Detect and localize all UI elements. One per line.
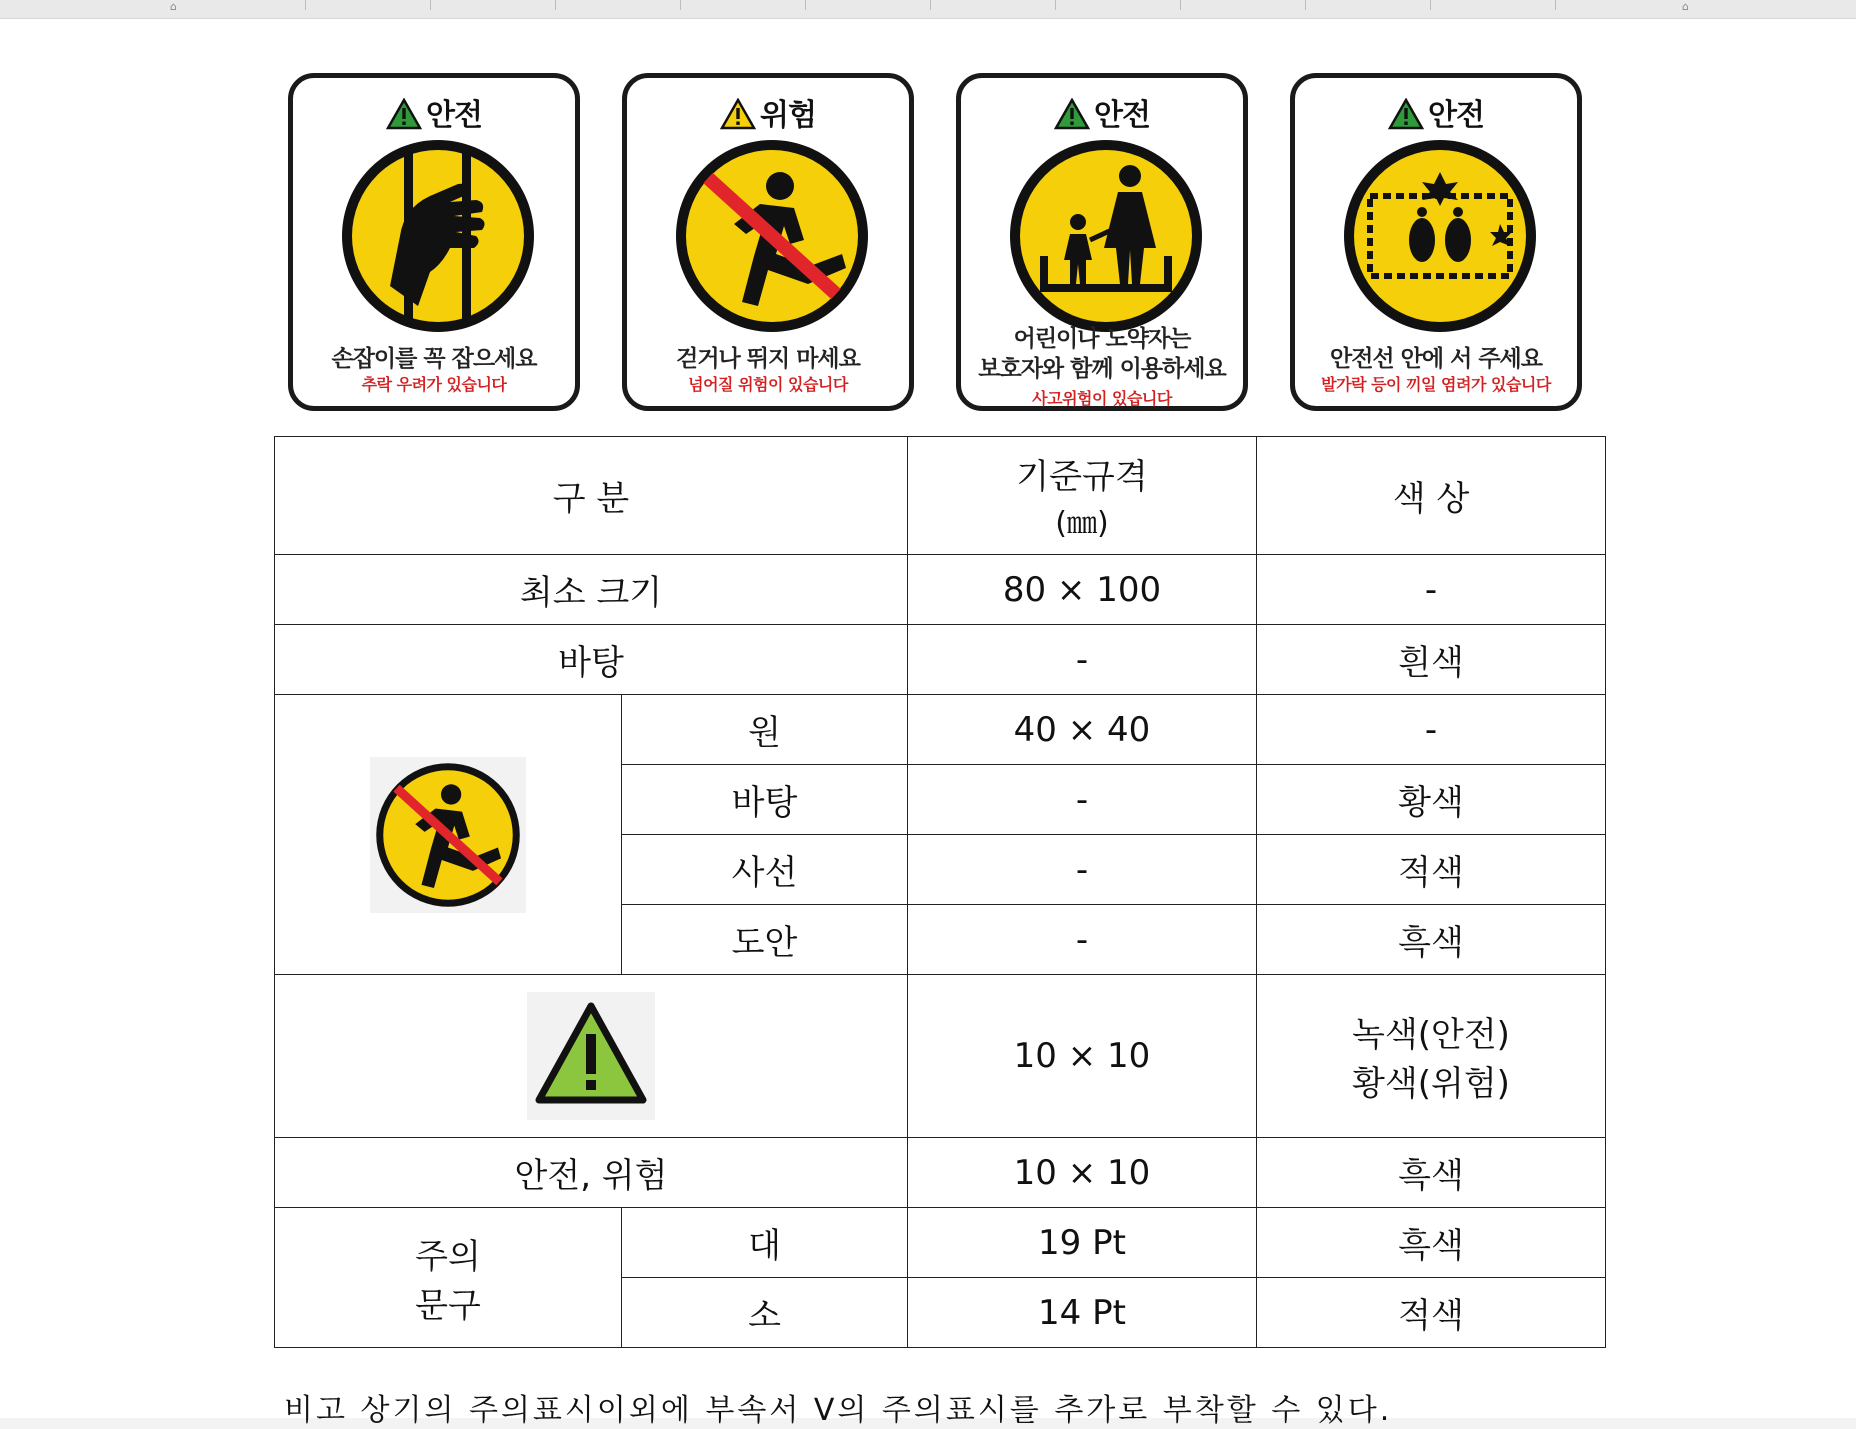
- row-standard: 40 × 40: [908, 695, 1257, 765]
- sign-sub-text: 사고위험이 있습니다: [1032, 389, 1172, 408]
- sign-main-line: 보호자와 함께 이용하세요: [978, 356, 1226, 382]
- row-color: 흰색: [1257, 625, 1606, 695]
- sign-header-text: 안전: [1428, 98, 1484, 133]
- row-color: 황색: [1257, 765, 1606, 835]
- hand-grip-icon: [338, 136, 538, 336]
- sign-sub-text: 추락 우려가 있습니다: [361, 375, 507, 394]
- pictogram-wrapper: [275, 757, 621, 913]
- row-standard: 10 × 10: [908, 1138, 1257, 1208]
- row-color: 흑색: [1257, 1208, 1606, 1278]
- adult-child-icon: [1006, 136, 1206, 336]
- sign-card-accompany: [956, 73, 1248, 411]
- ruler-left-marker[interactable]: ⌂: [170, 0, 177, 13]
- no-running-icon: [370, 757, 526, 913]
- warning-triangle-icon: [720, 98, 756, 130]
- sign-header-text: 안전: [1094, 98, 1150, 133]
- table-header-row: [275, 437, 1606, 555]
- ruler-tick: [805, 0, 806, 10]
- sign-header-text: 안전: [426, 98, 482, 133]
- ruler-tick: [430, 0, 431, 10]
- row-standard: 80 × 100: [908, 555, 1257, 625]
- row-standard: 14 Pt: [908, 1278, 1257, 1348]
- caution-label-line: 문구: [415, 1285, 481, 1326]
- row-label: 바탕: [275, 625, 908, 695]
- footprints-icon: [1340, 136, 1540, 336]
- sign-main-text: 안전선 안에 서 주세요: [1330, 346, 1542, 372]
- document-page: [0, 19, 1856, 1428]
- ruler-tick: [680, 0, 681, 10]
- ruler-tick: [1430, 0, 1431, 10]
- row-standard: 10 × 10: [908, 975, 1257, 1138]
- caution-label-cell: [275, 1208, 622, 1348]
- sign-main-text: 손잡이를 꼭 잡으세요: [331, 346, 537, 372]
- ruler-tick: [930, 0, 931, 10]
- row-label: 도안: [622, 905, 908, 975]
- row-label: 소: [622, 1278, 908, 1348]
- sign-card-no-running: [622, 73, 914, 411]
- table-row: [275, 1208, 1606, 1278]
- spec-table: [274, 436, 1606, 1348]
- row-label: 바탕: [622, 765, 908, 835]
- sign-sub-text: 발가락 등이 끼일 염려가 있습니다: [1321, 375, 1551, 394]
- sign-main-text: 걷거나 뛰지 마세요: [676, 346, 860, 372]
- sign-header: [961, 90, 1243, 134]
- pictogram-cell: [275, 695, 622, 975]
- triangle-cell: [275, 975, 908, 1138]
- row-color: [1257, 975, 1606, 1138]
- ruler-tick: [1055, 0, 1056, 10]
- ruler-right-marker[interactable]: ⌂: [1682, 0, 1689, 13]
- sign-main-line: 어린이나 노약자는: [1013, 326, 1191, 352]
- sign-header: [293, 90, 575, 134]
- sign-header-text: 위험: [760, 98, 816, 133]
- sign-header: [627, 90, 909, 134]
- header-color: 색 상: [1257, 437, 1606, 555]
- row-standard: 19 Pt: [908, 1208, 1257, 1278]
- header-category: 구 분: [275, 437, 908, 555]
- row-label: 원: [622, 695, 908, 765]
- footnote: 비고 상기의 주의표시이외에 부속서 Ⅴ의 주의표시를 추가로 부착할 수 있다.: [284, 1393, 1393, 1428]
- sign-card-stand-inside: [1290, 73, 1582, 411]
- sign-header: [1295, 90, 1577, 134]
- warning-triangle-icon: [1388, 98, 1424, 130]
- ruler: [0, 0, 1856, 19]
- header-standard-unit: (㎜): [1055, 506, 1109, 541]
- no-running-icon: [672, 136, 872, 336]
- caution-label-line: 주의: [415, 1236, 481, 1277]
- triangle-wrapper: [275, 992, 907, 1120]
- warning-triangle-icon: [1054, 98, 1090, 130]
- sign-card-handrail: [288, 73, 580, 411]
- safety-sign-row: [288, 53, 1593, 423]
- row-color: 흑색: [1257, 1138, 1606, 1208]
- row-color: -: [1257, 695, 1606, 765]
- ruler-tick: [1305, 0, 1306, 10]
- row-color: -: [1257, 555, 1606, 625]
- row-color: 적색: [1257, 1278, 1606, 1348]
- row-label: 사선: [622, 835, 908, 905]
- row-color-line: 녹색(안전): [1352, 1015, 1510, 1055]
- table-row: [275, 695, 1606, 765]
- row-standard: -: [908, 765, 1257, 835]
- table-row: [275, 625, 1606, 695]
- warning-triangle-icon: [527, 992, 655, 1120]
- ruler-tick: [555, 0, 556, 10]
- ruler-tick: [1180, 0, 1181, 10]
- header-standard-line1: 기준규격: [1016, 457, 1148, 497]
- row-color-line: 황색(위험): [1352, 1064, 1510, 1104]
- header-standard: [908, 437, 1257, 555]
- table-row: [275, 975, 1606, 1138]
- row-standard: -: [908, 905, 1257, 975]
- row-label: 최소 크기: [275, 555, 908, 625]
- table-row: [275, 1138, 1606, 1208]
- row-standard: -: [908, 625, 1257, 695]
- warning-triangle-icon: [386, 98, 422, 130]
- row-label: 안전, 위험: [275, 1138, 908, 1208]
- sign-main-text: [961, 324, 1243, 384]
- ruler-tick: [1555, 0, 1556, 10]
- row-color: 적색: [1257, 835, 1606, 905]
- sign-sub-text: 넘어질 위험이 있습니다: [688, 375, 848, 394]
- row-standard: -: [908, 835, 1257, 905]
- row-label: 대: [622, 1208, 908, 1278]
- table-row: [275, 555, 1606, 625]
- ruler-tick: [305, 0, 306, 10]
- row-color: 흑색: [1257, 905, 1606, 975]
